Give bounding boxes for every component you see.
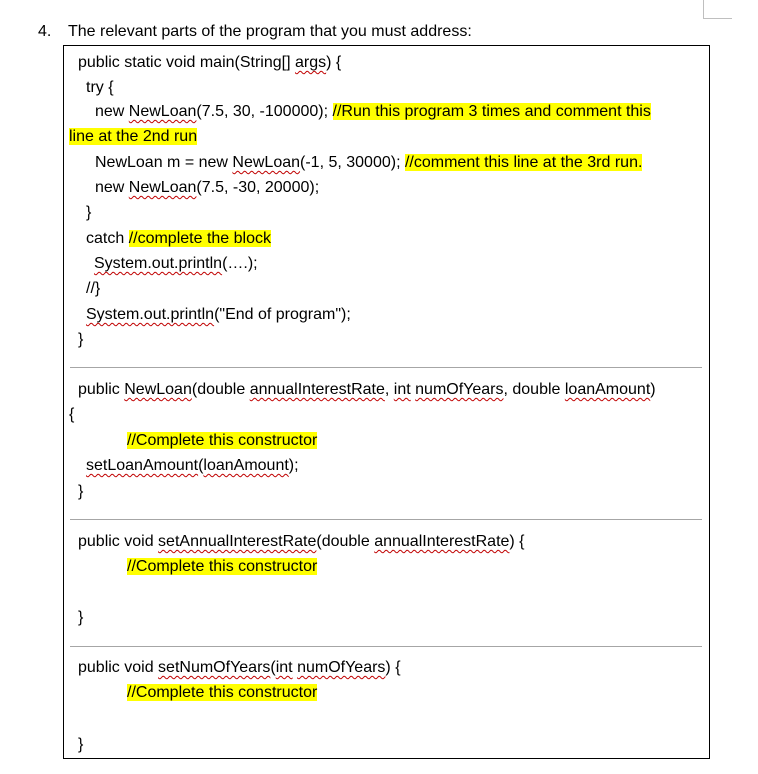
question-text: The relevant parts of the program that you must address:	[68, 23, 472, 40]
highlighted-comment: //Complete this constructor	[127, 684, 318, 701]
code-text: , double	[503, 381, 565, 398]
catch-line	[86, 229, 271, 249]
main-close: }	[78, 331, 84, 348]
years-setter-close: }	[78, 736, 84, 753]
question-number: 4.	[38, 23, 52, 40]
spelling-flagged-word: int	[275, 659, 293, 676]
code-text: ("End of program");	[214, 306, 351, 323]
rate-setter-close: }	[78, 609, 84, 626]
code-text: (7.5, 30, -100000);	[196, 103, 333, 120]
code-line-run-third	[95, 178, 319, 198]
code-text: (7.5, -30, 20000);	[196, 179, 320, 196]
highlighted-comment: line at the 2nd run	[69, 128, 198, 145]
spelling-flagged-word: setLoanAmount	[86, 457, 199, 474]
highlighted-comment: //Complete this constructor	[127, 558, 318, 575]
section-separator	[70, 646, 702, 647]
code-text: (double	[191, 381, 250, 398]
page-corner-mark	[703, 0, 732, 19]
highlighted-comment: //Complete this constructor	[127, 432, 318, 449]
code-text: (	[198, 457, 204, 474]
code-text: new	[95, 103, 129, 120]
constructor-open: {	[69, 406, 75, 423]
spelling-flagged-word: loanAmount	[564, 381, 651, 398]
constructor-close: }	[78, 483, 84, 500]
code-line-run-first	[95, 102, 651, 122]
highlighted-comment: //complete the block	[128, 230, 271, 247]
end-println	[86, 305, 351, 325]
constructor-comment-line	[127, 431, 317, 451]
years-setter-comment-line	[127, 683, 317, 703]
spelling-flagged-word: numOfYears	[415, 381, 504, 398]
code-text: new	[95, 179, 129, 196]
spelling-flagged-word: setAnnualInterestRate	[158, 533, 317, 550]
code-text: public static void main(String[]	[78, 54, 295, 71]
catch-println	[94, 254, 258, 274]
spelling-flagged-word: args	[294, 54, 327, 71]
spelling-flagged-word: numOfYears	[297, 659, 386, 676]
code-text: (….);	[222, 255, 258, 272]
question-heading	[38, 23, 472, 41]
spelling-flagged-word: System.out.println	[86, 306, 215, 323]
spelling-flagged-word: setNumOfYears	[158, 659, 271, 676]
code-text: public	[78, 381, 125, 398]
code-text: (double	[316, 533, 375, 550]
code-line-wrap	[69, 127, 197, 147]
spelling-flagged-word: annualInterestRate	[249, 381, 385, 398]
spelling-flagged-word: NewLoan	[232, 154, 301, 171]
main-signature	[78, 53, 341, 73]
rate-setter-signature	[78, 532, 525, 552]
years-setter-signature	[78, 658, 401, 678]
code-text: ) {	[385, 659, 401, 676]
spelling-flagged-word: System.out.println	[94, 255, 223, 272]
section-separator	[70, 519, 702, 520]
section-separator	[70, 367, 702, 368]
try-open: try {	[86, 79, 114, 96]
code-text: ) {	[509, 533, 525, 550]
code-text: (	[270, 659, 276, 676]
spelling-flagged-word: NewLoan	[128, 179, 197, 196]
code-text: NewLoan m = new	[95, 154, 233, 171]
code-line-run-second	[95, 153, 642, 173]
code-text: (-1, 5, 30000);	[300, 154, 405, 171]
spelling-flagged-word: NewLoan	[124, 381, 192, 398]
code-text: ,	[384, 381, 394, 398]
spelling-flagged-word: int	[393, 381, 411, 398]
constructor-call	[86, 456, 299, 476]
code-text: catch	[86, 230, 129, 247]
highlighted-comment: //Run this program 3 times and comment this	[332, 103, 651, 120]
code-text: );	[288, 457, 299, 474]
code-text: public void	[78, 659, 159, 676]
catch-close: //}	[86, 280, 101, 297]
rate-setter-comment-line	[127, 557, 317, 577]
code-text: ) {	[326, 54, 342, 71]
spelling-flagged-word: annualInterestRate	[374, 533, 510, 550]
highlighted-comment: //comment this line at the 3rd run.	[404, 154, 643, 171]
constructor-signature	[78, 380, 656, 400]
spelling-flagged-word: NewLoan	[128, 103, 197, 120]
spelling-flagged-word: loanAmount	[203, 457, 289, 474]
try-close: }	[86, 204, 92, 221]
code-text: )	[650, 381, 656, 398]
code-text: public void	[78, 533, 159, 550]
